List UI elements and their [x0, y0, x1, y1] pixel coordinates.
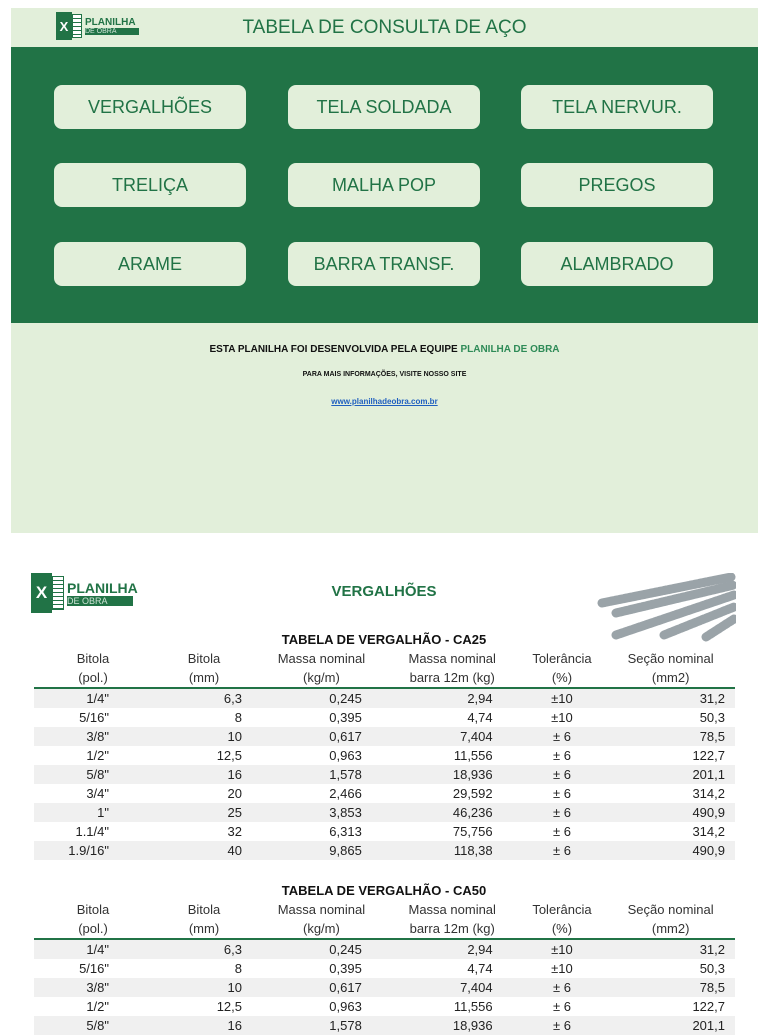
main-panel	[11, 8, 758, 533]
table-cell: 5/16"	[79, 710, 109, 725]
logo-subtext: DE OBRA	[85, 28, 139, 35]
table-cell: 0,963	[329, 748, 362, 763]
table-row	[34, 708, 735, 727]
arame-button[interactable]: ARAME	[54, 242, 246, 286]
table-cell: 1/4"	[86, 942, 109, 957]
logo-subtext: DE OBRA	[67, 596, 133, 606]
table-cell: 11,556	[453, 748, 493, 763]
trelica-button[interactable]: TRELIÇA	[54, 163, 246, 207]
table-row	[34, 803, 735, 822]
table-cell: 78,5	[699, 980, 725, 995]
credits-line	[11, 344, 758, 355]
table-cell: ±10	[551, 691, 573, 706]
table-cell: 3/4"	[86, 786, 109, 801]
table-cell: 10	[227, 980, 242, 995]
table-cell: 7,404	[460, 729, 493, 744]
table-row	[34, 841, 735, 860]
credits-text: ESTA PLANILHA FOI DESENVOLVIDA PELA EQUIPE	[209, 344, 461, 355]
table-cell: 122,7	[692, 999, 725, 1014]
table-cell: 6,3	[223, 942, 242, 957]
malha-pop-button[interactable]: MALHA POP	[288, 163, 480, 207]
header-bar	[11, 8, 758, 47]
table-cell: 40	[227, 843, 242, 858]
table-cell: 0,245	[329, 942, 362, 957]
table-cell: 201,1	[692, 767, 725, 782]
col-header: Seção nominal	[627, 902, 714, 917]
table-cell: 18,936	[452, 1018, 493, 1033]
col-header: (%)	[518, 668, 607, 688]
table-cell: 6,3	[223, 691, 242, 706]
table-cell: ± 6	[552, 748, 571, 763]
table-cell: 0,617	[329, 729, 362, 744]
tela-soldada-button[interactable]: TELA SOLDADA	[288, 85, 480, 129]
tela-nervurada-button[interactable]: TELA NERVUR.	[521, 85, 713, 129]
table-cell: 2,466	[329, 786, 362, 801]
table-row	[34, 784, 735, 803]
col-header: Bitola	[187, 902, 221, 917]
table-cell: 0,963	[329, 999, 362, 1014]
table-cell: 32	[227, 824, 242, 839]
ca25-table	[34, 649, 735, 860]
col-header: (pol.)	[34, 919, 152, 939]
table-row	[34, 978, 735, 997]
barra-transf-button[interactable]: BARRA TRANSF.	[288, 242, 480, 286]
alambrado-button[interactable]: ALAMBRADO	[521, 242, 713, 286]
table-row	[34, 997, 735, 1016]
table-cell: 201,1	[692, 1018, 725, 1033]
table-cell: ±10	[551, 942, 573, 957]
table-cell: ±10	[551, 710, 573, 725]
table-cell: 1.1/4"	[75, 824, 109, 839]
table-cell: 0,395	[329, 710, 362, 725]
col-header: barra 12m (kg)	[387, 919, 518, 939]
col-header: barra 12m (kg)	[387, 668, 518, 688]
table-cell: 78,5	[699, 729, 725, 744]
table-row	[34, 727, 735, 746]
table-cell: 12,5	[216, 748, 242, 763]
table-row	[34, 746, 735, 765]
col-header: Bitola	[76, 651, 110, 666]
col-header: Massa nominal	[277, 902, 366, 917]
table-cell: 16	[227, 1018, 242, 1033]
table-row	[34, 688, 735, 708]
table-cell: 4,74	[467, 961, 493, 976]
table-cell: 4,74	[467, 710, 493, 725]
table-cell: 3/8"	[86, 729, 109, 744]
button-area	[11, 47, 758, 323]
excel-icon: X	[31, 573, 52, 613]
col-header: Massa nominal	[408, 651, 496, 666]
table-cell: 1"	[97, 805, 109, 820]
brand-name: PLANILHA DE OBRA	[460, 344, 560, 355]
table-cell: ± 6	[552, 999, 571, 1014]
table-cell: 10	[227, 729, 242, 744]
table-cell: ± 6	[552, 980, 571, 995]
table-cell: 20	[227, 786, 242, 801]
table-cell: 122,7	[692, 748, 725, 763]
col-header: Massa nominal	[408, 902, 496, 917]
col-header: (mm)	[152, 919, 256, 939]
logo-text: PLANILHA	[85, 17, 136, 28]
table-cell: 50,3	[699, 710, 725, 725]
excel-icon: X	[56, 12, 72, 40]
table-row	[34, 822, 735, 841]
col-header: (%)	[518, 919, 607, 939]
table-cell: 16	[227, 767, 242, 782]
table-cell: 1/2"	[86, 748, 109, 763]
col-header: (kg/m)	[256, 668, 387, 688]
table-cell: ±10	[551, 961, 573, 976]
table-cell: 5/8"	[86, 1018, 109, 1033]
table-cell: 314,2	[692, 824, 725, 839]
table-cell: 5/16"	[79, 961, 109, 976]
col-header: Tolerância	[532, 902, 592, 917]
table-row	[34, 939, 735, 959]
col-header: (pol.)	[34, 668, 152, 688]
table-cell: 18,936	[452, 767, 493, 782]
table-cell: 1,578	[329, 767, 362, 782]
col-header: (mm2)	[606, 919, 735, 939]
table-cell: ± 6	[552, 767, 571, 782]
more-info-text: PARA MAIS INFORMAÇÕES, VISITE NOSSO SITE	[302, 371, 467, 378]
table-cell: 5/8"	[86, 767, 109, 782]
table-cell: 2,94	[467, 942, 493, 957]
table-cell: 12,5	[216, 999, 242, 1014]
table-cell: 1/4"	[86, 691, 109, 706]
table-row	[34, 1016, 735, 1035]
table-cell: 75,756	[452, 824, 493, 839]
page-title: TABELA DE CONSULTA DE AÇO	[242, 17, 527, 38]
ca50-table-title: TABELA DE VERGALHÃO - CA50	[281, 883, 487, 898]
table-cell: 490,9	[692, 843, 725, 858]
table-cell: 490,9	[692, 805, 725, 820]
col-header: (mm2)	[606, 668, 735, 688]
logo-text: PLANILHA	[67, 580, 138, 596]
section-title: VERGALHÕES	[331, 583, 437, 600]
col-header: (kg/m)	[256, 919, 387, 939]
col-header: Bitola	[187, 651, 221, 666]
table-cell: ± 6	[552, 729, 571, 744]
table-cell: 0,617	[329, 980, 362, 995]
table-cell: 31,2	[699, 691, 725, 706]
table-cell: 31,2	[699, 942, 725, 957]
table-cell: 3,853	[329, 805, 362, 820]
table-cell: 118,38	[453, 843, 493, 858]
table-cell: 2,94	[467, 691, 493, 706]
table-cell: 6,313	[329, 824, 362, 839]
table-row	[34, 765, 735, 784]
table-cell: 9,865	[329, 843, 362, 858]
table-cell: ± 6	[552, 1018, 571, 1033]
col-header: Tolerância	[532, 651, 592, 666]
table-cell: 3/8"	[86, 980, 109, 995]
table-cell: 11,556	[453, 999, 493, 1014]
table-cell: ± 6	[552, 786, 571, 801]
table-cell: ± 6	[552, 824, 571, 839]
table-cell: ± 6	[552, 843, 571, 858]
table-cell: ± 6	[552, 805, 571, 820]
table-cell: 0,395	[329, 961, 362, 976]
table-cell: 50,3	[699, 961, 725, 976]
vergalhoes-button[interactable]: VERGALHÕES	[54, 85, 246, 129]
table-cell: 25	[227, 805, 242, 820]
table-cell: 1,578	[329, 1018, 362, 1033]
pregos-button[interactable]: PREGOS	[521, 163, 713, 207]
table-cell: 1/2"	[86, 999, 109, 1014]
table-row	[34, 959, 735, 978]
col-header: Bitola	[76, 902, 110, 917]
col-header: (mm)	[152, 668, 256, 688]
col-header: Massa nominal	[277, 651, 366, 666]
table-cell: 0,245	[329, 691, 362, 706]
table-cell: 1.9/16"	[68, 843, 109, 858]
table-cell: 46,236	[452, 805, 493, 820]
website-link[interactable]: www.planilhadeobra.com.br	[331, 397, 438, 406]
ca50-table	[34, 900, 735, 1035]
table-cell: 8	[234, 961, 242, 976]
col-header: Seção nominal	[627, 651, 714, 666]
table-cell: 314,2	[692, 786, 725, 801]
table-cell: 29,592	[452, 786, 493, 801]
table-cell: 7,404	[460, 980, 493, 995]
ca25-table-title: TABELA DE VERGALHÃO - CA25	[281, 632, 487, 647]
table-cell: 8	[234, 710, 242, 725]
